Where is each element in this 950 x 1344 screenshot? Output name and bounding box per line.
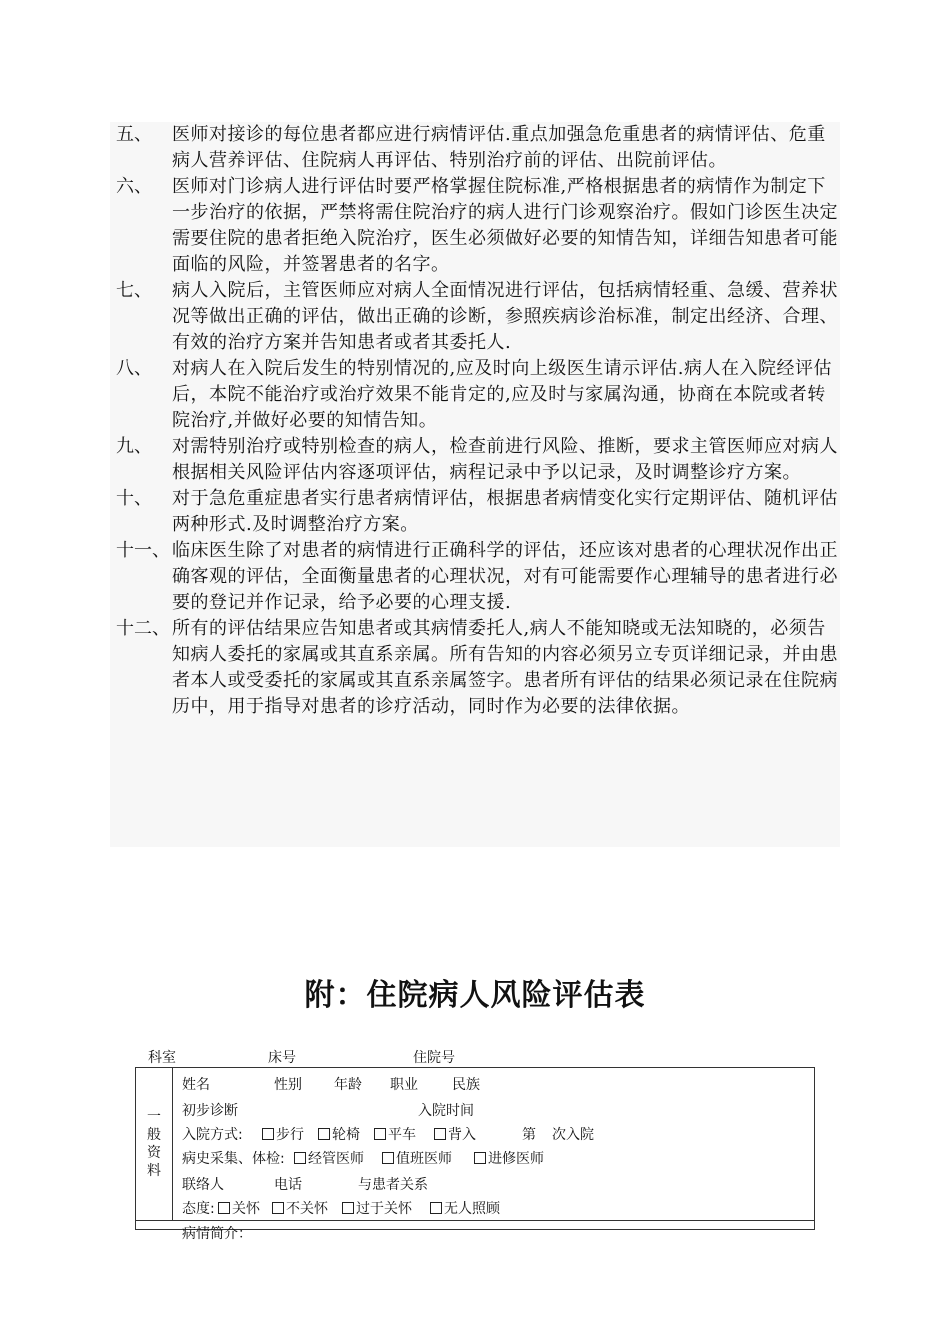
form-title: 附：住院病人风险评估表 bbox=[304, 978, 646, 1013]
stretcher-option[interactable]: 平车 bbox=[374, 1124, 416, 1144]
phone-label: 电话 bbox=[274, 1177, 302, 1193]
checkbox-icon bbox=[294, 1152, 306, 1164]
no-carer-option[interactable]: 无人照顾 bbox=[430, 1198, 500, 1218]
checkbox-icon bbox=[434, 1128, 446, 1140]
overcaring-option[interactable]: 过于关怀 bbox=[342, 1198, 412, 1218]
age-label: 年龄 bbox=[334, 1077, 362, 1093]
rule-item bbox=[110, 122, 840, 174]
rule-item bbox=[110, 278, 840, 356]
checkbox-icon bbox=[474, 1152, 486, 1164]
checkbox-icon bbox=[382, 1152, 394, 1164]
rule-text: 医师对门诊病人进行评估时要严格掌握住院标准,严格根据患者的病情作为制定下一步治疗的依据，严禁将需住院治疗的病人进行门诊观察治疗。假如门诊医生决定需要住院的患者拒绝入院治疗，医生必须做好必要的知情告知，详细告知患者可能面临的风险，并签署患者的名字。 bbox=[172, 176, 838, 275]
rule-item bbox=[110, 616, 840, 720]
rule-text: 所有的评估结果应告知患者或其病情委托人,病人不能知晓或无法知晓的，必须告知病人委托的家属或其直系亲属。所有告知的内容必须另立专页详细记录，并由患者本人或受委托的家属或其直系亲属签字。患者所有评估的结果必须记录在住院病历中，用于指导对患者的诊疗活动，同时作为必要的法律依据。 bbox=[172, 618, 838, 717]
name-label: 姓名 bbox=[182, 1077, 210, 1093]
inpatient-no-label: 住院号 bbox=[413, 1050, 455, 1066]
ethnic-label: 民族 bbox=[452, 1077, 480, 1093]
rules-section bbox=[110, 122, 840, 847]
rule-item bbox=[110, 538, 840, 616]
condition-summary-label: 病情简介： bbox=[182, 1226, 252, 1242]
rule-number: 八、 bbox=[116, 358, 152, 379]
rule-item bbox=[110, 174, 840, 278]
checkbox-icon bbox=[430, 1202, 442, 1214]
wheelchair-option[interactable]: 轮椅 bbox=[318, 1124, 360, 1144]
rule-item bbox=[110, 356, 840, 434]
rule-number: 七、 bbox=[116, 280, 152, 301]
admit-time-label: 入院时间 bbox=[418, 1103, 474, 1119]
carried-option[interactable]: 背入 bbox=[434, 1124, 476, 1144]
rule-text: 临床医生除了对患者的病情进行正确科学的评估，还应该对患者的心理状况作出正确客观的评估，全面衡量患者的心理状况，对有可能需要作心理辅导的患者进行必要的登记并作记录，给予必要的心理支援. bbox=[172, 540, 838, 613]
dept-label: 科室 bbox=[148, 1050, 176, 1066]
admission-count-prefix: 第 bbox=[522, 1127, 536, 1143]
rule-text: 对病人在入院后发生的特别情况的,应及时向上级医生请示评估.病人在入院经评估后，本院不能治疗或治疗效果不能肯定的,应及时与家属沟通，协商在本院或者转院治疗,并做好必要的知情告知。 bbox=[172, 358, 832, 431]
checkbox-icon bbox=[342, 1202, 354, 1214]
contact-label: 联络人 bbox=[182, 1177, 224, 1193]
relation-label: 与患者关系 bbox=[358, 1177, 428, 1193]
rule-text: 对需特别治疗或特别检查的病人，检查前进行风险、推断，要求主管医师应对病人根据相关风险评估内容逐项评估，病程记录中予以记录，及时调整诊疗方案。 bbox=[172, 436, 838, 483]
duty-doctor-option[interactable]: 值班医师 bbox=[382, 1148, 452, 1168]
uncaring-option[interactable]: 不关怀 bbox=[272, 1198, 328, 1218]
rule-number: 九、 bbox=[116, 436, 152, 457]
rule-number: 五、 bbox=[116, 124, 152, 145]
rule-item bbox=[110, 434, 840, 486]
checkbox-icon bbox=[218, 1202, 230, 1214]
bed-label: 床号 bbox=[268, 1050, 296, 1066]
walk-option[interactable]: 步行 bbox=[262, 1124, 304, 1144]
checkbox-icon bbox=[262, 1128, 274, 1140]
trainee-doctor-option[interactable]: 进修医师 bbox=[474, 1148, 544, 1168]
job-label: 职业 bbox=[390, 1077, 418, 1093]
rule-text: 对于急危重症患者实行患者病情评估，根据患者病情变化实行定期评估、随机评估两种形式.及时调整治疗方案。 bbox=[172, 488, 838, 535]
admission-mode-label: 入院方式: bbox=[182, 1127, 243, 1143]
diagnosis-label: 初步诊断 bbox=[182, 1103, 238, 1119]
caring-option[interactable]: 关怀 bbox=[218, 1198, 260, 1218]
checkbox-icon bbox=[374, 1128, 386, 1140]
rule-number: 六、 bbox=[116, 176, 152, 197]
section-label: 一 般 资 料 bbox=[136, 1068, 173, 1220]
admission-count-suffix: 次入院 bbox=[552, 1127, 594, 1143]
table-divider bbox=[136, 1220, 814, 1221]
rule-text: 病人入院后，主管医师应对病人全面情况进行评估，包括病情轻重、急缓、营养状况等做出正确的评估，做出正确的诊断，参照疾病诊治标准，制定出经济、合理、有效的治疗方案并告知患者或者其委托人. bbox=[172, 280, 838, 353]
attitude-label: 态度: bbox=[182, 1201, 215, 1217]
sex-label: 性别 bbox=[274, 1077, 302, 1093]
rule-number: 十一、 bbox=[116, 540, 170, 561]
rule-text: 医师对接诊的每位患者都应进行病情评估.重点加强急危重患者的病情评估、危重病人营养评估、住院病人再评估、特别治疗前的评估、出院前评估。 bbox=[172, 124, 826, 171]
rule-number: 十二、 bbox=[116, 618, 170, 639]
rule-number: 十、 bbox=[116, 488, 152, 509]
risk-assessment-table bbox=[135, 1067, 815, 1242]
attending-doctor-option[interactable]: 经管医师 bbox=[294, 1148, 364, 1168]
checkbox-icon bbox=[272, 1202, 284, 1214]
history-label: 病史采集、体检: bbox=[182, 1151, 285, 1167]
checkbox-icon bbox=[318, 1128, 330, 1140]
rule-item bbox=[110, 486, 840, 538]
